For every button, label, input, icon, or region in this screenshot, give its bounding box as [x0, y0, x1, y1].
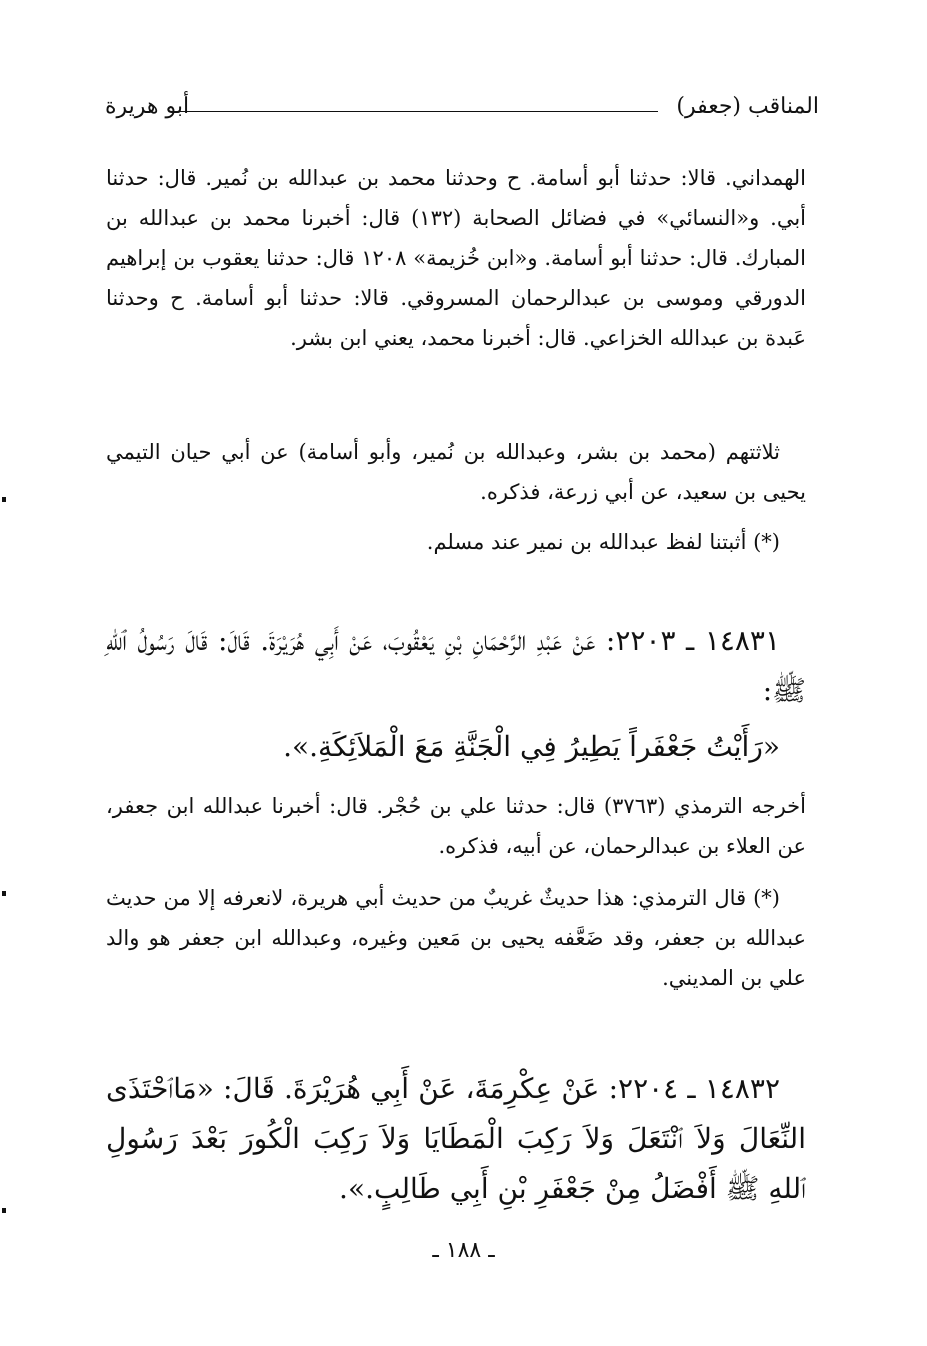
paragraph-isnad-continuation: الهمداني. قالا: حدثنا أبو أسامة. ح وحدثنا محمد بن عبدالله بن نُمير. قال: حدثنا أبي. و«النسائي» في فضائل الصحابة (١٣٢) قال: أخبرنا محمد بن عبدالله بن المبارك. قال: حدثنا أبو أسامة. و«ابن خُزيمة» ١٢٠٨ قال: حدثنا يعقوب بن إبراهيم الدورقي وموسى بن عبدالرحمان المسروقي. قالا: حدثنا أبو أسامة. ح وحدثنا عَبدة بن عبدالله الخزاعي. قال: أخبرنا محمد، يعني ابن بشر.: [106, 166, 806, 350]
paragraph-summary: ثلاثتهم (محمد بن بشر، وعبدالله بن نُمير، وأبو أسامة) عن أبي حيان التيمي يحيى بن سعيد، عن أبي زرعة، فذكره.: [106, 440, 806, 504]
paragraph-note: (*) أثبتنا لفظ عبدالله بن نمير عند مسلم.: [426, 530, 780, 554]
hadith-14832: ١٤٨٣٢ ـ ٢٢٠٤: عَنْ عِكْرِمَةَ، عَنْ أَبِي هُرَيْرَةَ. قَالَ: «مَاٱحْتَذَى النِّعَالَ وَلاَ ٱنْتَعَلَ وَلاَ رَكِبَ الْمَطَايَا وَلاَ رَكِبَ الْكُورَ بَعْدَ رَسُولِ ٱللهِ ﷺ أَفْضَلُ مِنْ جَعْفَرِ بْنِ أَبِي طَالِبٍ.».: [106, 1072, 806, 1205]
page-number: ـ ١٨٨ ـ: [432, 1238, 495, 1263]
tirmidhi-comment: (*) قال الترمذي: هذا حديثٌ غريبٌ من حديث أبي هريرة، لانعرفه إلا من حديث عبدالله بن جعفر، وقد ضَعَّفه يحيى بن مَعين وغيره، وعبدالله ابن جعفر هو والد علي بن المديني.: [106, 886, 806, 990]
running-header-chapter: أبو هريرة: [105, 94, 190, 119]
scan-mark: [2, 497, 6, 502]
takhrij-tirmidhi: أخرجه الترمذي (٣٧٦٣) قال: حدثنا علي بن حُجْر. قال: أخبرنا عبدالله ابن جعفر، عن العلاء بن عبدالرحمان، عن أبيه، فذكره.: [106, 794, 806, 858]
header-rule: [178, 111, 658, 112]
scan-mark: [2, 1208, 6, 1213]
hadith-14831-matn: «رَأَيْتُ جَعْفَراً يَطِيرُ فِي الْجَنَّةِ مَعَ الْمَلاَئِكَةِ.».: [283, 730, 780, 763]
running-header-section: المناقب (جعفر): [676, 94, 819, 119]
scan-mark: [2, 891, 6, 896]
hadith-14831-isnad: ١٤٨٣١ ـ ٢٢٠٣: عَنْ عَبْدِ الرَّحْمَانِ بْنِ يَعْقُوبَ، عَنْ أَبِي هُرَيْرَةَ. قَالَ: قَالَ رَسُولُ ٱللهِ ﷺ:: [106, 624, 806, 707]
